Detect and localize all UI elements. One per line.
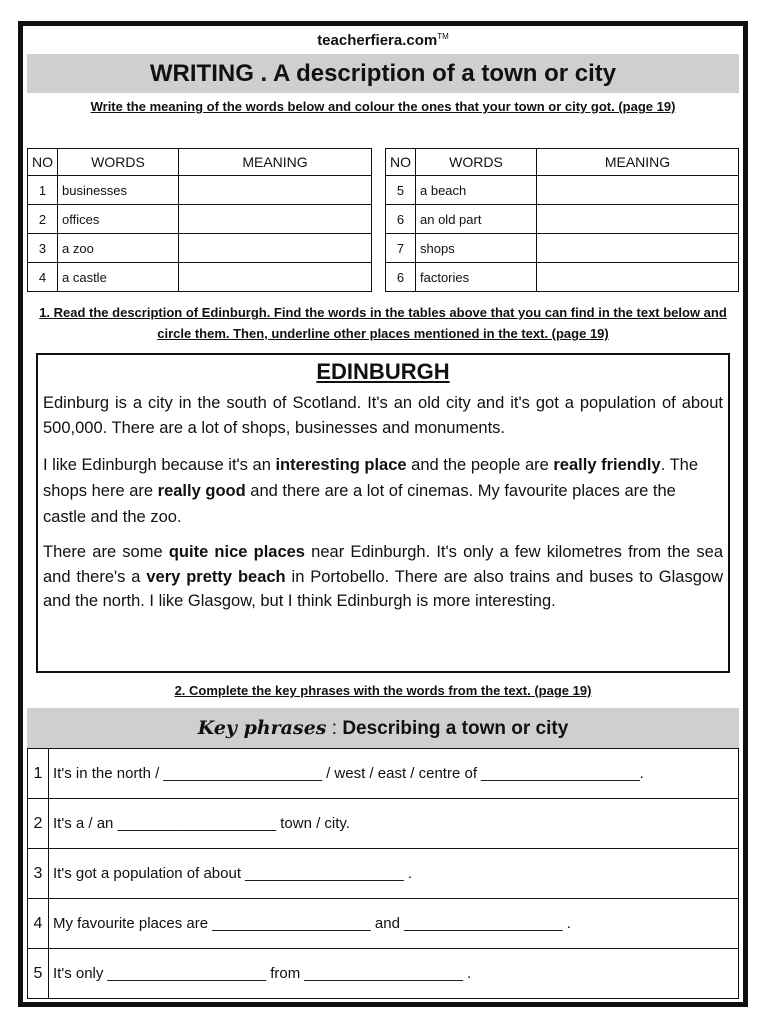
row-number: 4 (28, 899, 49, 949)
word-cell: a castle (58, 263, 179, 292)
header-no: NO (386, 149, 416, 176)
phrase-cell[interactable]: It's only ___________________ from ___________________ . (49, 949, 739, 999)
word-cell: a beach (416, 176, 537, 205)
meaning-cell[interactable] (179, 176, 372, 205)
passage-paragraph-3: There are some quite nice places near Edinburgh. It's only a few kilometres from the sea and there's a very pretty beach in Portobello. There are also trains and buses to Glasgow and the north. I like Glasgow, but I think Edinburgh is more interesting. (43, 543, 724, 610)
passage-paragraph-1: Edinburg is a city in the south of Scotland. It's an old city and it's got a population of about 500,000. There are a lot of shops, businesses and monuments. (43, 394, 723, 437)
row-number: 3 (28, 849, 49, 899)
row-number: 4 (28, 263, 58, 292)
key-phrase: really good (157, 482, 246, 500)
table-header-row (386, 149, 739, 176)
row-number: 3 (28, 234, 58, 263)
word-cell: an old part (416, 205, 537, 234)
phrase-cell[interactable]: It's in the north / ___________________ / west / east / centre of ___________________. (49, 749, 739, 799)
meaning-cell[interactable] (537, 234, 739, 263)
row-number: 7 (386, 234, 416, 263)
table-row (386, 234, 739, 263)
table-row (28, 849, 739, 899)
meaning-cell[interactable] (179, 263, 372, 292)
key-phrase: quite nice places (168, 543, 305, 561)
table-row (28, 176, 372, 205)
table-row (386, 176, 739, 205)
word-cell: factories (416, 263, 537, 292)
table-row (28, 899, 739, 949)
header-meaning: MEANING (179, 149, 372, 176)
worksheet (18, 21, 748, 1007)
word-cell: businesses (58, 176, 179, 205)
table-row (28, 234, 372, 263)
meaning-cell[interactable] (179, 205, 372, 234)
row-number: 5 (386, 176, 416, 205)
key-phrase: really friendly (553, 456, 661, 474)
word-cell: shops (416, 234, 537, 263)
phrase-cell[interactable]: My favourite places are ___________________ and ___________________ . (49, 899, 739, 949)
site-name: teacherfiera.com™ (317, 32, 449, 49)
passage-title: EDINBURGH (316, 359, 450, 384)
header-meaning: MEANING (537, 149, 739, 176)
row-number: 6 (386, 205, 416, 234)
instruction-complete: 2. Complete the key phrases with the words from the text. (page 19) (174, 683, 592, 698)
phrase-cell[interactable]: It's got a population of about ___________________ . (49, 849, 739, 899)
instruction-read: 1. Read the description of Edinburgh. Find the words in the tables above that you can find in the text below and circle them. Then, underline other places mentioned in the text. (page 19) (39, 305, 727, 341)
table-row (386, 205, 739, 234)
table-row (386, 263, 739, 292)
table-row (28, 205, 372, 234)
words-table-right (385, 148, 739, 292)
meaning-cell[interactable] (537, 205, 739, 234)
table-row (28, 799, 739, 849)
phrase-cell[interactable]: It's a / an ___________________ town / city. (49, 799, 739, 849)
table-row (28, 263, 372, 292)
table-header-row (28, 149, 372, 176)
meaning-cell[interactable] (179, 234, 372, 263)
instruction-vocabulary: Write the meaning of the words below and colour the ones that your town or city got. (page 19) (90, 99, 676, 114)
trademark: TM (437, 32, 449, 41)
table-row (28, 749, 739, 799)
word-cell: a zoo (58, 234, 179, 263)
table-row (28, 949, 739, 999)
row-number: 1 (28, 176, 58, 205)
key-phrases-label: Key phrases (197, 717, 327, 739)
passage-paragraph-2: I like Edinburgh because it's an interesting place and the people are really friendly. The shops here are really good and there are a lot of cinemas. My favourite places are the castle and the zoo. (43, 456, 699, 526)
key-phrase: interesting place (275, 456, 407, 474)
key-phrase: very pretty beach (146, 567, 286, 586)
words-table-left (27, 148, 372, 292)
row-number: 2 (28, 205, 58, 234)
row-number: 1 (28, 749, 49, 799)
key-phrases-title: Describing a town or city (342, 718, 569, 739)
row-number: 6 (386, 263, 416, 292)
header-words: WORDS (58, 149, 179, 176)
page-title: WRITING . A description of a town or city (27, 54, 739, 93)
word-cell: offices (58, 205, 179, 234)
reading-passage (36, 353, 730, 673)
row-number: 5 (28, 949, 49, 999)
key-phrases-header: Key phrases : Describing a town or city (27, 708, 739, 748)
header-words: WORDS (416, 149, 537, 176)
meaning-cell[interactable] (537, 176, 739, 205)
header-no: NO (28, 149, 58, 176)
key-phrases-table (27, 748, 739, 999)
row-number: 2 (28, 799, 49, 849)
meaning-cell[interactable] (537, 263, 739, 292)
